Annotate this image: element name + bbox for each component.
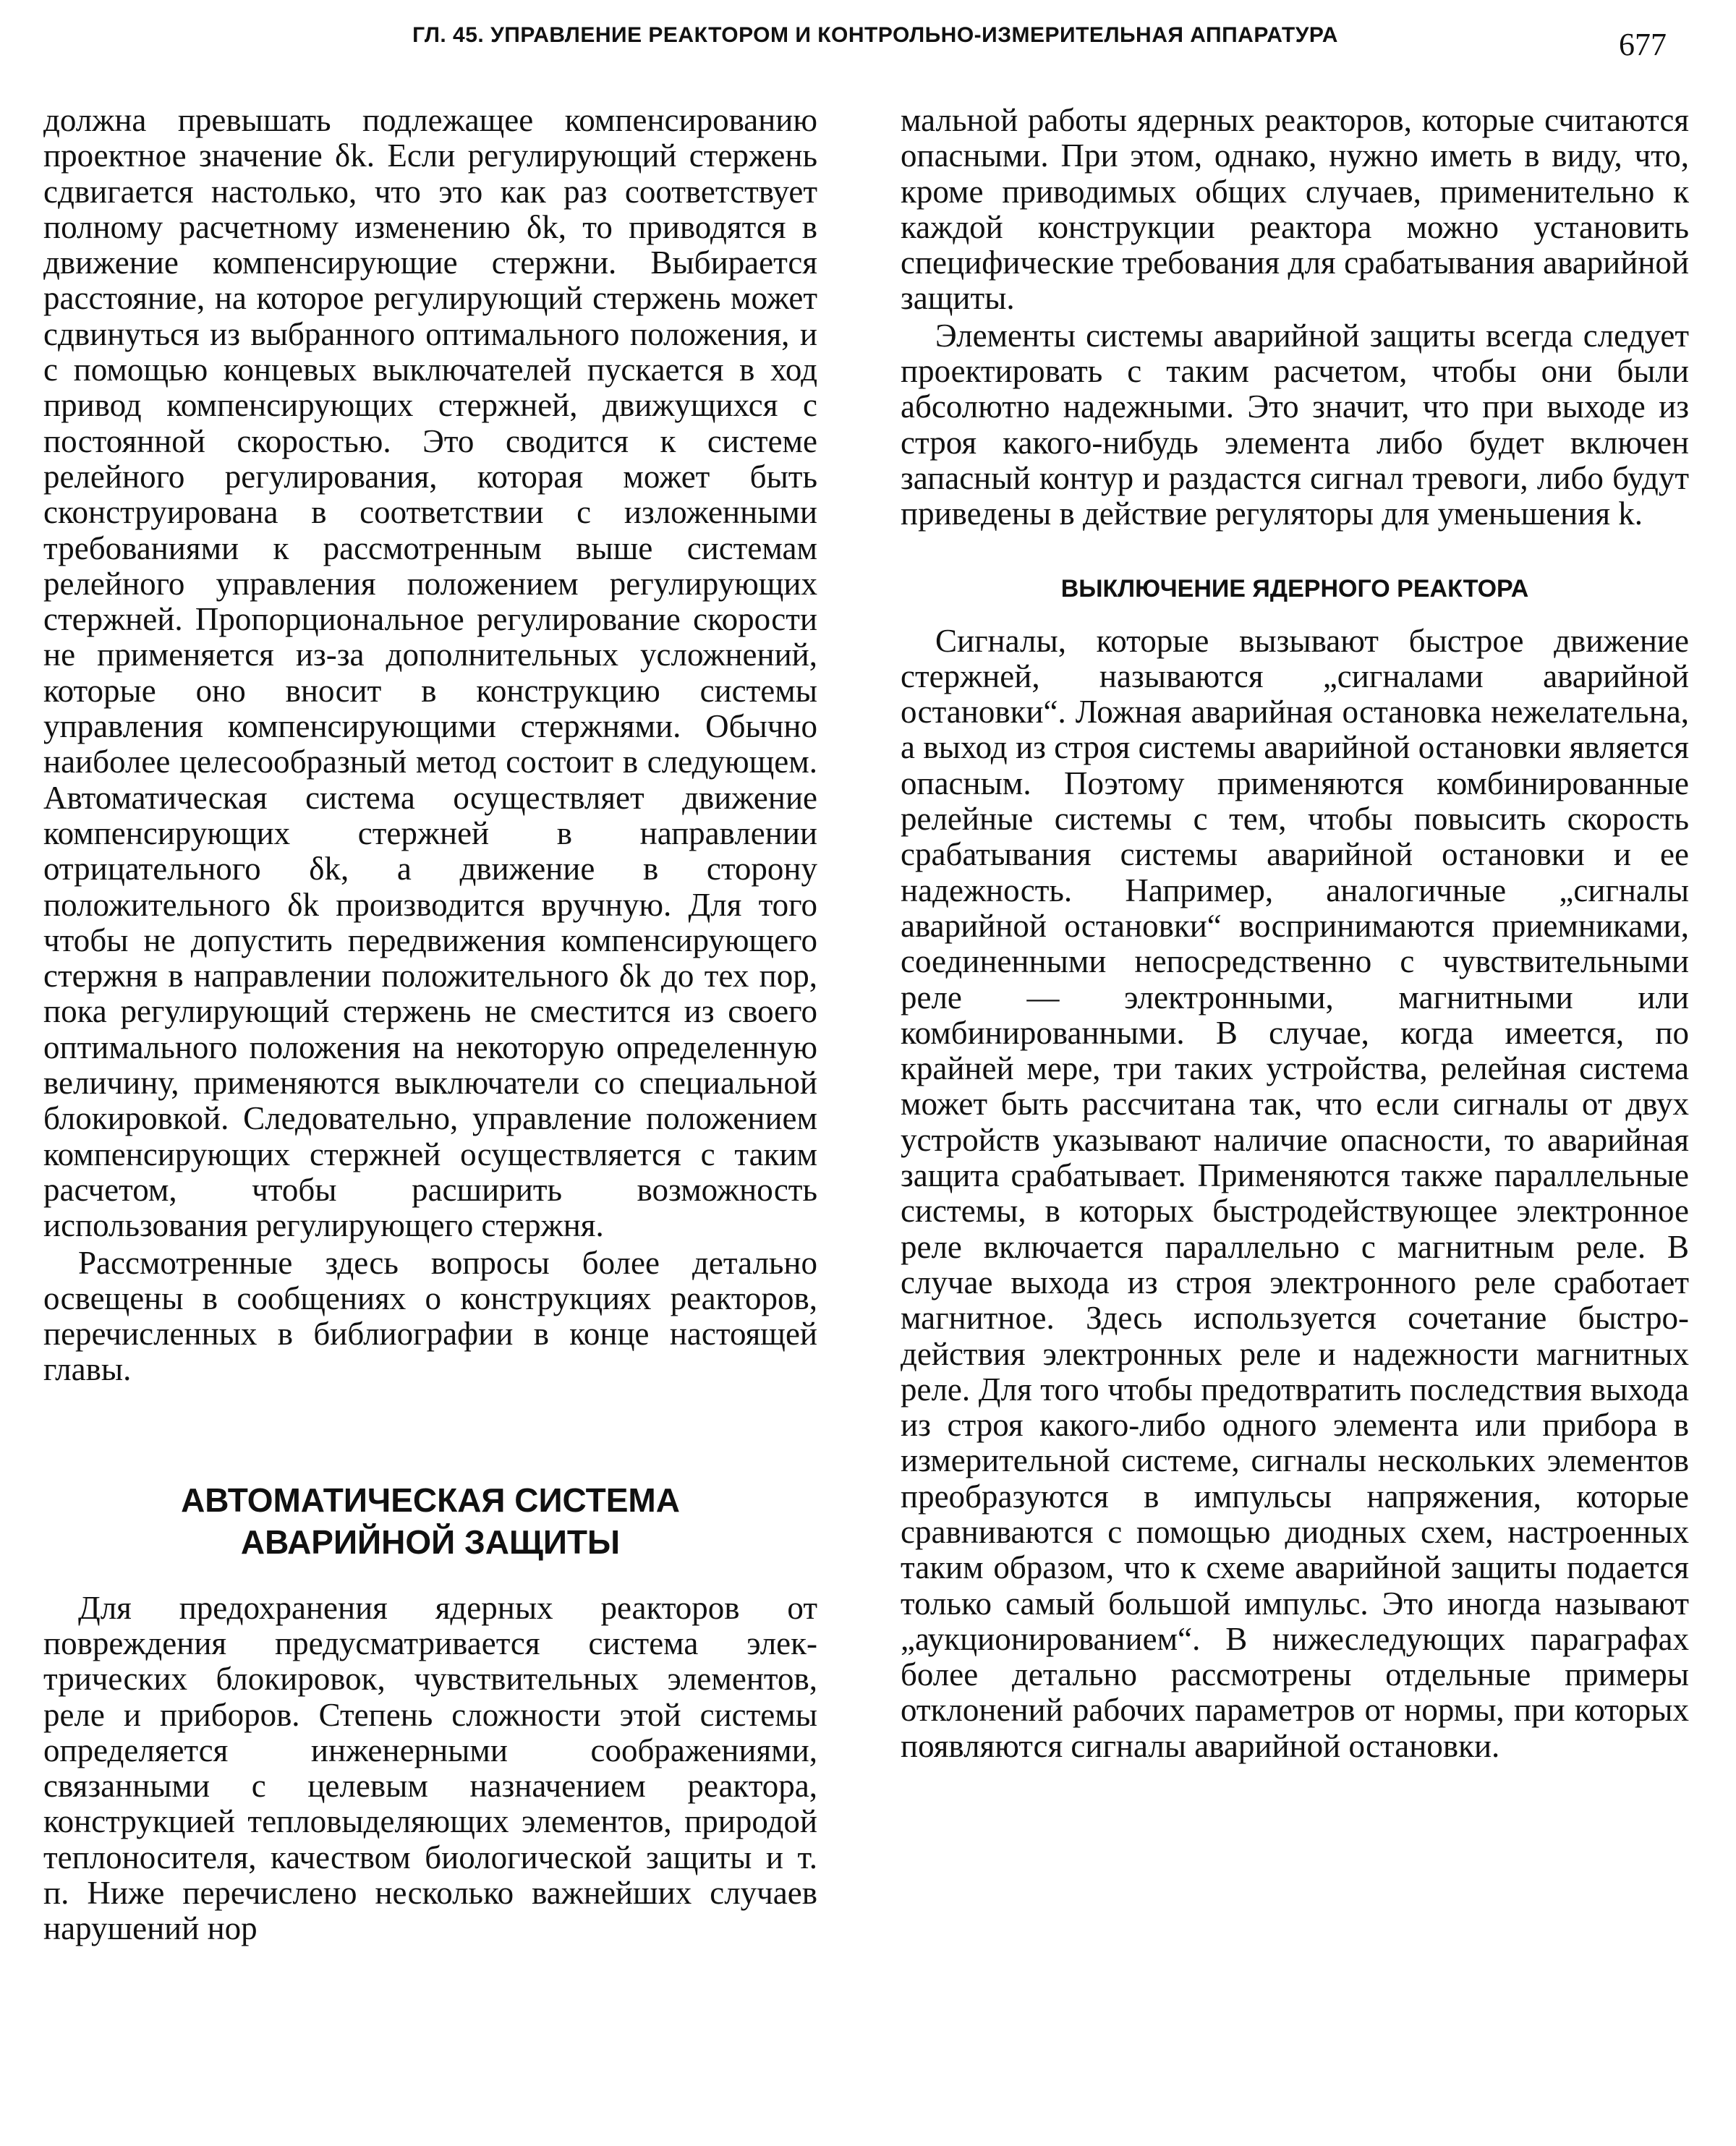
page-number: 677 [1619,27,1667,62]
section-heading-line-1: АВТОМАТИЧЕСКАЯ СИСТЕМА [181,1481,680,1519]
paragraph-discussed: Рассмотренные здесь вопросы более детально освещены в сообщениях о конструкциях реакторов, перечисленных в библиографии в конце настоящей главы. [43,1244,817,1388]
paragraph-continued-left: должна превышать подлежащее компенсированию проектное значение δk. Если регулирующий стержень сдвигается настолько, что это как раз соответствует полному расчетному изменению δk, то приводятся в движение компенсирующие стержни. Выбирается расстояние, на которое регулирующий стержень может сдвинуться из выбранного оптимального положения, и с помощью концевых выключателей пускается в ход привод компенсирующих стержней, движущихся с постоянной скоростью. Это сводится к системе релейного регулирования, которая может быть сконструирована в соответствии с изложенными требованиями к рассмотренным выше системам релейного управления положением регулирующих стержней. Пропорциональное регулирование скорости не применяется из-за дополнительных усложнений, которые оно вносит в конструкцию системы управления компенсирующими стержнями. Обычно наиболее целесообразный метод состоит в следующем. Автоматическая система осуществляет движение компенсирующих стержней в направлении отрицательного δk, а движение в сторону положительного δk производится вручную. Для того чтобы не допустить передвижения компенсирующего стержня в направлении положительного δk до тех пор, пока регулирующий стержень не сместится из своего оптимального положения на некоторую определенную величину, применяются выключатели со специальной блокировкой. Следовательно, управление положением компенсирующих стержней осуществляется с таким расчетом, чтобы расширить возможность использования регулирующего стержня. [43,102,817,1244]
left-column [43,103,817,1947]
paragraph-protection: Для предохранения ядерных реакторов от повреждения предусматривается система электрических блокировок, чувствительных элементов, реле и приборов. Степень сложности этой системы определяется инженерными соображениями, связанными с целевым назначением реактора, конструкцией тепловыделяющих элементов, природой теплоносителя, качеством биологической защиты и т. п. Ниже перечислено несколько важнейших случаев нарушений нор [43,1589,817,1947]
paragraph-continued-right: мальной работы ядерных реакторов, которые считаются опасными. При этом, однако, нужно иметь в виду, что, кроме приводимых общих случаев, применительно к каждой конструкции реактора можно установить специфические требования для срабатывания аварийной защиты. [901,102,1689,317]
section-heading-line-2: АВАРИЙНОЙ ЗАЩИТЫ [240,1523,621,1561]
paragraph-elements: Элементы системы аварийной защиты всегда следует проектировать с таким расчетом, чтобы они были абсолютно надежными. Это значит, что при выходе из строя какого-нибудь элемента либо будет включен запасный контур и раздастся сигнал тревоги, либо будут приведены в действие регуляторы для уменьшения k. [901,317,1689,532]
section-heading-emergency-protection [43,1479,817,1563]
right-column [901,103,1689,1764]
subsection-heading-reactor-shutdown: ВЫКЛЮЧЕНИЕ ЯДЕРНОГО РЕАКТОРА [1060,574,1529,603]
paragraph-signals: Сигналы, которые вызывают быстрое движение стержней, называются „сигналами аварийной остановки“. Ложная аварийная остановка нежелательна, а выход из строя системы аварийной остановки является опасным. Поэтому применяются комбинированные релейные системы с тем, чтобы повысить скорость срабатывания системы аварийной остановки и ее надежность. Например, аналогичные „сигналы аварийной остановки“ воспринимаются приемниками, соединенными непосредственно с чувствительными реле — электронными, магнитными или комбинированными. В случае, когда имеется, по крайней мере, три таких устройства, релейная система может быть рассчитана так, что если сигналы от двух устройств указывают наличие опасности, то аварийная защита срабатывает. Применяются также параллельные системы, в которых быстродействующее электронное реле включается параллельно с магнитным реле. В случае выхода из строя электронного реле сработает магнитное. Здесь используется сочетание быстродействия электронных реле и надежности магнитных реле. Для того чтобы предотвратить последствия выхода из строя какого-либо одного элемента или прибора в измерительной системе, сигналы нескольких элементов преобразуются в импульсы напряжения, которые сравниваются с помощью диодных схем, настроенных таким образом, что к схеме аварийной защиты подается только самый большой импульс. Это иногда называют „аукционированием“. В нижеследующих параграфах более детально рассмотрены отдельные примеры отклонений рабочих параметров от нормы, при которых появляются сигналы аварийной остановки. [901,622,1689,1764]
running-title: ГЛ. 45. УПРАВЛЕНИЕ РЕАКТОРОМ И КОНТРОЛЬНО-ИЗМЕРИТЕЛЬНАЯ АППАРАТУРА [412,23,1338,47]
